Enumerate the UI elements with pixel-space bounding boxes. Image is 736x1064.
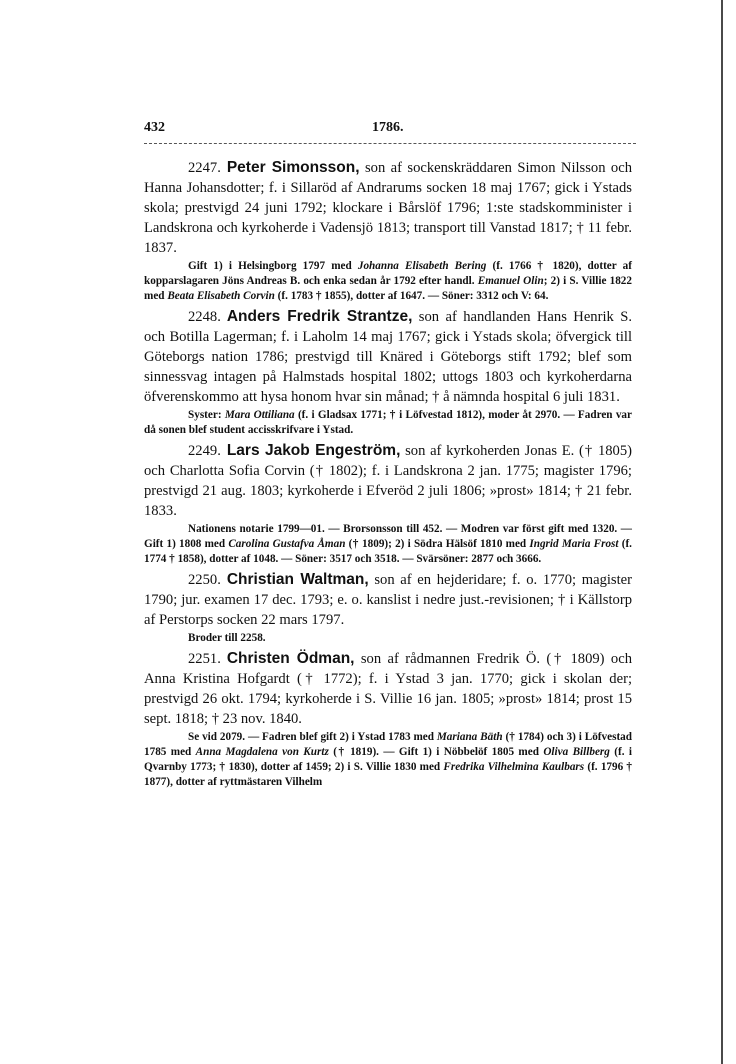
entry-name: Anders Fredrik Strantze, — [226, 308, 413, 325]
note-text: (f. i Gladsax 1771; † i Löfvestad 1812), moder åt 2970. — Fadren var då sonen blef student accisskrifvare i Ystad. — [144, 409, 632, 436]
running-header — [144, 120, 636, 142]
page-number: 432 — [144, 120, 165, 135]
note-person: Anna Magdalena von Kurtz — [195, 746, 329, 758]
note-person: Emanuel Olin — [477, 275, 544, 287]
entry-note — [144, 259, 632, 304]
entry-bio: son af handlanden Hans Henrik S. och Botilla Lagerman; f. i Laholm 14 maj 1767; gick i Ystads skola; öfvergick till Göteborgs nation 1786; prestvigd till Knäred i Göteborgs stift 1792; blef som sinnessvag intagen på Halmstads hospital 1802; uttogs 1803 och kyrkoherdarna öfverenskommo att hysa honom hvar sin månad; † å nämnda hospital 6 juli 1831. — [144, 309, 632, 405]
entry-bio: son af en hejderidare; f. o. 1770; magister 1790; jur. examen 17 dec. 1793; e. o. kanslist i nedre just.-revisionen; † i Källstorp af Perstorps socken 22 mars 1797. — [144, 572, 632, 628]
entry-main — [144, 158, 632, 258]
note-person: Oliva Billberg — [543, 746, 610, 758]
entry-2247 — [144, 158, 632, 304]
entry-bio: son af rådmannen Fredrik Ö. († 1809) och Anna Kristina Hofgardt († 1772); f. i Ystad 3 jan. 1770; gick i skolan der; prestvigd 26 okt. 1794; kyrkoherde i S. Villie 16 jan. 1805; »prost» 1814; prost 15 sept. 1818; † 23 nov. 1840. — [144, 651, 632, 727]
note-text: (f. 1774 † 1858), dotter af 1048. — Söner: 3517 och 3518. — Svärsöner: 2877 och 3666. — [144, 538, 632, 565]
entry-name: Lars Jakob Engeström, — [226, 442, 401, 459]
note-text: Broder till 2258. — [188, 632, 266, 644]
note-text: Nationens notarie 1799—01. — Brorsonsson till 452. — Modren var först gift med 1320. — Gift 1) 1808 med — [144, 523, 632, 550]
entry-name: Peter Simonsson, — [226, 159, 360, 176]
note-text: (f. 1796 † 1877), dotter af ryttmästaren Vilhelm — [144, 761, 633, 788]
entry-main — [144, 570, 632, 630]
note-text: Gift 1) i Helsingborg 1797 med — [188, 260, 358, 272]
entry-bio: son af kyrkoherden Jonas E. († 1805) och Charlotta Sofia Corvin († 1802); f. i Landskrona 2 jan. 1775; magister 1796; prestvigd 21 aug. 1803; kyrkoherde i Efveröd 2 juli 1806; »prost» 1814; † 21 febr. 1833. — [144, 443, 632, 519]
entry-note — [144, 631, 632, 646]
note-text: ; 2) i S. Villie 1822 med — [144, 275, 632, 302]
note-person: Mariana Bäth — [436, 731, 503, 743]
entry-number: 2247. — [188, 160, 221, 176]
entry-number: 2250. — [188, 572, 221, 588]
page-edge-line — [721, 0, 723, 1064]
entry-2251 — [144, 649, 632, 790]
note-person: Fredrika Vilhelmina Kaulbars — [443, 761, 585, 773]
note-text: (f. 1783 † 1855), dotter af 1647. — Söner: 3312 och V: 64. — [274, 290, 549, 302]
entry-main — [144, 307, 632, 407]
header-rule — [144, 143, 636, 144]
entry-number: 2249. — [188, 443, 221, 459]
note-text: (f. i Qvarnby 1773; † 1830), dotter af 1459; 2) i S. Villie 1830 med — [144, 746, 633, 773]
entry-note — [144, 408, 632, 438]
entry-main — [144, 649, 632, 729]
note-person: Carolina Gustafva Åman — [228, 538, 346, 550]
note-person: Mara Ottiliana — [224, 409, 295, 421]
entry-name: Christian Waltman, — [226, 571, 369, 588]
note-person: Ingrid Maria Frost — [529, 538, 619, 550]
entry-note — [144, 730, 632, 790]
page-year: 1786. — [372, 120, 404, 135]
note-text: (f. 1766 † 1820), dotter af kopparslagaren Jöns Andreas B. och enka sedan år 1792 efter handl. — [144, 260, 632, 287]
entry-number: 2251. — [188, 651, 221, 667]
entry-number: 2248. — [188, 309, 221, 325]
entry-name: Christen Ödman, — [226, 650, 355, 667]
note-text: Se vid 2079. — Fadren blef gift 2) i Ystad 1783 med — [188, 731, 437, 743]
entry-note — [144, 522, 632, 567]
page-body — [144, 158, 632, 793]
entry-bio: son af sockenskräddaren Simon Nilsson och Hanna Johansdotter; f. i Sillaröd af Andrarums socken 18 maj 1767; gick i Ystads skola; prestvigd 24 juni 1792; klockare i Bårslöf 1796; 1:ste stadskomminister i Landskrona och kyrkoherde i Vadensjö 1813; transport till Vanstad 1817; † 11 febr. 1837. — [144, 160, 632, 256]
note-person: Beata Elisabeth Corvin — [167, 290, 275, 302]
note-text: Syster: — [188, 409, 225, 421]
note-person: Johanna Elisabeth Bering — [357, 260, 487, 272]
entry-main — [144, 441, 632, 521]
note-text: († 1784) och 3) i Löfvestad 1785 med — [144, 731, 632, 758]
note-text: († 1809); 2) i Södra Hälsöf 1810 med — [345, 538, 530, 550]
entry-2249 — [144, 441, 632, 567]
note-text: († 1819). — Gift 1) i Nöbbelöf 1805 med — [328, 746, 544, 758]
entry-2250 — [144, 570, 632, 646]
entry-2248 — [144, 307, 632, 438]
